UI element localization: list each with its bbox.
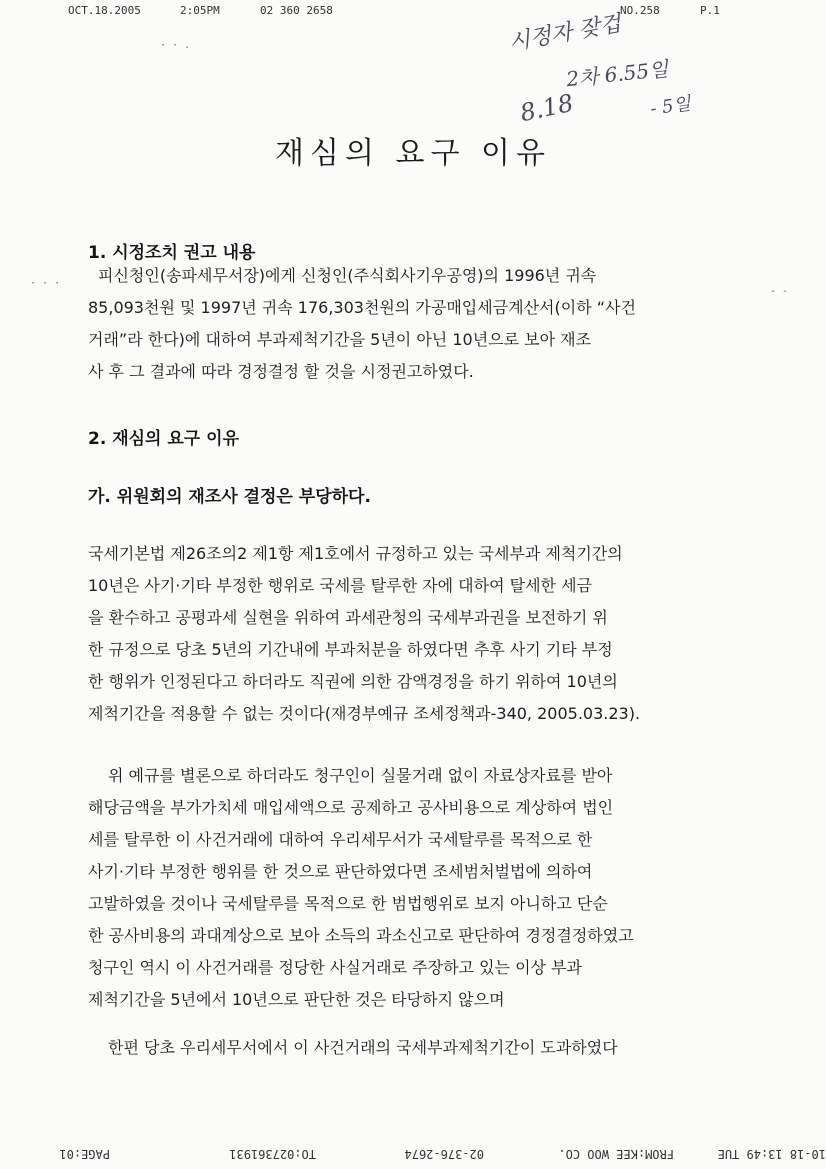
handwritten-date: 8.18 bbox=[517, 88, 576, 128]
fax-footer-fax-number: 02-376-2674 bbox=[404, 1147, 484, 1161]
handwritten-note-1: 시정자 잦겁 bbox=[507, 11, 623, 56]
section-1-line: 거래”라 한다)에 대하여 부과제척기간을 5년이 아닌 10년으로 보아 재조 bbox=[88, 330, 592, 349]
fax-footer-datetime: 10-18 13:49 TUE bbox=[717, 1147, 826, 1161]
paragraph-2-line: 제척기간을 5년에서 10년으로 판단한 것은 타당하지 않으며 bbox=[88, 990, 505, 1009]
fax-header-number: NO.258 bbox=[620, 4, 660, 17]
fax-header-time: 2:05PM bbox=[180, 4, 220, 17]
paragraph-1-line: 국세기본법 제26조의2 제1항 제1호에서 규정하고 있는 국세부과 제척기간의 bbox=[88, 544, 623, 563]
handwritten-note-2: 2차 6.55일 bbox=[565, 56, 670, 92]
paragraph-2-line: 위 예규를 별론으로 하더라도 청구인이 실물거래 없이 자료상자료를 받아 bbox=[108, 766, 613, 785]
scan-specks: · · . bbox=[160, 40, 191, 51]
fax-footer bbox=[0, 1143, 826, 1161]
paragraph-1-line: 10년은 사기·기타 부정한 행위로 국세를 탈루한 자에 대하여 탈세한 세금 bbox=[88, 576, 592, 595]
handwritten-note-3: - 5일 bbox=[648, 93, 693, 120]
paragraph-1-line: 제척기간을 적용할 수 없는 것이다(재경부예규 조세정책과-340, 2005.03.23). bbox=[88, 704, 641, 723]
fax-header bbox=[0, 4, 826, 20]
paragraph-2-line: 고발하였을 것이나 국세탈루를 목적으로 한 범법행위로 보지 아니하고 단순 bbox=[88, 894, 608, 913]
section-2-heading: 2. 재심의 요구 이유 bbox=[88, 429, 239, 449]
paragraph-2-line: 청구인 역시 이 사건거래를 정당한 사실거래로 주장하고 있는 이상 부과 bbox=[88, 958, 582, 977]
fax-header-phone: 02 360 2658 bbox=[260, 4, 333, 17]
document-title: 재심의 요구 이유 bbox=[275, 136, 551, 171]
section-1-line: 피신청인(송파세무서장)에게 신청인(주식회사기우공영)의 1996년 귀속 bbox=[98, 266, 597, 285]
section-2-subheading: 가. 위원회의 재조사 결정은 부당하다. bbox=[88, 487, 371, 507]
fax-footer-to: TO:027361931 bbox=[229, 1147, 316, 1161]
paragraph-2-line: 해당금액을 부가가치세 매입세액으로 공제하고 공사비용으로 계상하여 법인 bbox=[88, 798, 614, 817]
paragraph-1-line: 한 행위가 인정된다고 하더라도 직권에 의한 감액경정을 하기 위하여 10년의 bbox=[88, 672, 618, 691]
section-1-line: 사 후 그 결과에 따라 경정결정 할 것을 시정권고하였다. bbox=[88, 362, 474, 381]
section-1-heading: 1. 시정조치 권고 내용 bbox=[88, 243, 256, 263]
fax-header-date: OCT.18.2005 bbox=[68, 4, 141, 17]
fax-footer-page: PAGE:01 bbox=[59, 1147, 110, 1161]
scan-specks: · · · bbox=[30, 278, 61, 289]
paragraph-1-line: 한 규정으로 당초 5년의 기간내에 부과처분을 하였다면 추후 사기 기타 부정 bbox=[88, 640, 613, 659]
paragraph-2-line: 한 공사비용의 과대계상으로 보아 소득의 과소신고로 판단하여 경정결정하였고 bbox=[88, 926, 634, 945]
paragraph-1-line: 을 환수하고 공평과세 실현을 위하여 과세관청의 국세부과권을 보전하기 위 bbox=[88, 608, 608, 627]
paragraph-2-line: 세를 탈루한 이 사건거래에 대하여 우리세무서가 국세탈루를 목적으로 한 bbox=[88, 830, 593, 849]
fax-header-page: P.1 bbox=[700, 4, 720, 17]
fax-footer-from: FROM:KEE WOO CO. bbox=[558, 1147, 674, 1161]
paragraph-3-line: 한편 당초 우리세무서에서 이 사건거래의 국세부과제척기간이 도과하였다 bbox=[108, 1038, 618, 1057]
paragraph-2-line: 사기·기타 부정한 행위를 한 것으로 판단하였다면 조세범처벌법에 의하여 bbox=[88, 862, 593, 881]
scan-specks: - - bbox=[770, 286, 789, 297]
section-1-line: 85,093천원 및 1997년 귀속 176,303천원의 가공매입세금계산서(이하 “사건 bbox=[88, 298, 636, 317]
